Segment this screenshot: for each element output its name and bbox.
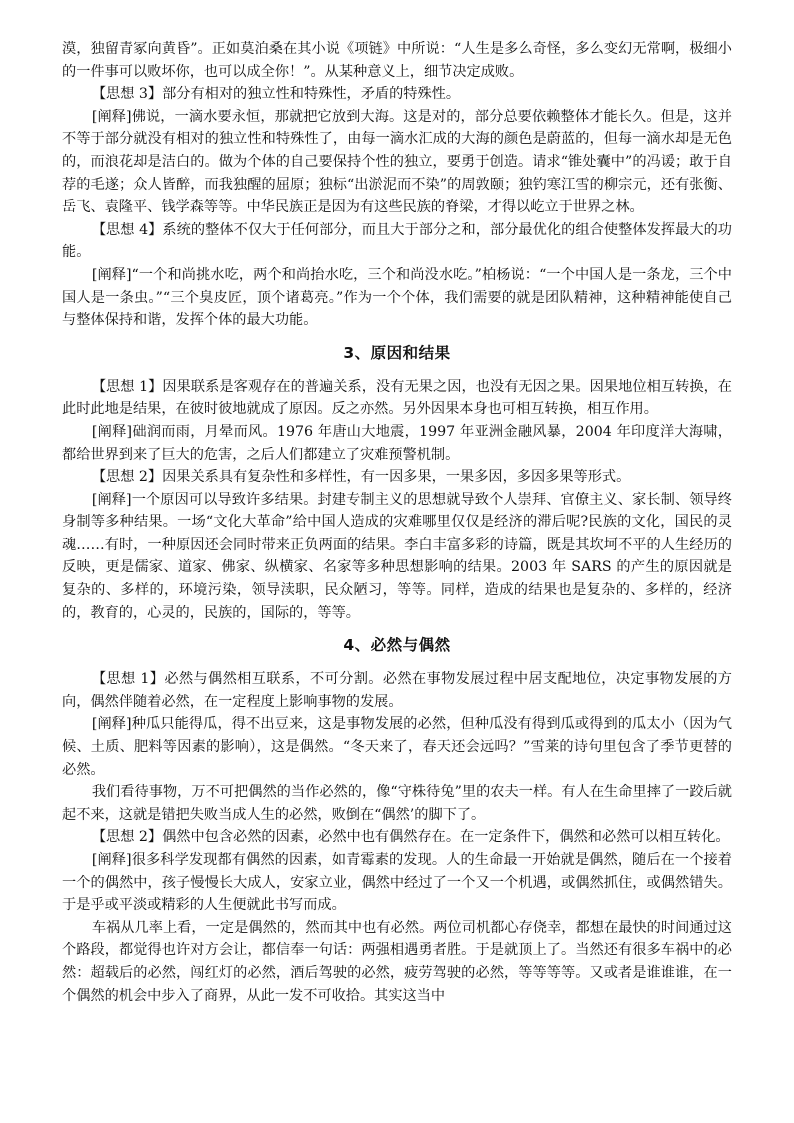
chance-thought-1: 【思想 1】必然与偶然相互联系，不可分割。必然在事物发展过程中居支配地位，决定事物发展的方向，偶然伴随着必然，在一定程度上影响事物的发展。 bbox=[62, 671, 732, 710]
section-heading-necessity-chance: 4、必然与偶然 bbox=[343, 636, 451, 655]
cause-thought-1: 【思想 1】因果联系是客观存在的普遍关系，没有无果之因，也没有无因之果。因果地位相互转换，在此时此地是结果，在彼时彼地就成了原因。反之亦然。另外因果本身也可相互转换，相互作用。 bbox=[62, 378, 732, 418]
chance-thought-2: 【思想 2】偶然中包含必然的因素，必然中也有偶然存在。在一定条件下，偶然和必然可以相互转化。 bbox=[91, 829, 730, 846]
chance-paragraph-2: 车祸从几率上看，一定是偶然的，然而其中也有必然。两位司机都心存侥幸，都想在最快的时间通过这个路段，都觉得也许对方会让，都信奉一句话：两强相遇勇者胜。于是就顶上了。当然还有很多车祸中的必然：超载后的必然，闯红灯的必然，酒后驾驶的必然，疲劳驾驶的必然，等等等等。又或者是谁谁谁，在一个偶然的机会中步入了商界，从此一发不可收拾。其实这当中 bbox=[62, 919, 732, 1004]
paragraph-continued: 漠，独留青冢向黄昏”。正如莫泊桑在其小说《项链》中所说：“人生是多么奇怪，多么变幻无常啊，极细小的一件事可以败坏你，也可以成全你！”。从某种意义上，细节决定成败。 bbox=[62, 41, 732, 80]
cause-explanation-1: [阐释]础润而雨，月晕而风。1976 年唐山大地震，1997 年亚洲金融风暴，2004 年印度洋大海啸，都给世界到来了巨大的危害，之后人们都建立了灾难预警机制。 bbox=[62, 423, 732, 463]
thought-4: 【思想 4】系统的整体不仅大于任何部分，而且大于部分之和，部分最优化的组合使整体发挥最大的功能。 bbox=[62, 221, 732, 261]
explanation-4: [阐释]“一个和尚挑水吃，两个和尚抬水吃，三个和尚没水吃。”柏杨说：“一个中国人是一条龙，三个中国人是一条虫。”“三个臭皮匠，顶个诸葛亮。”作为一个个体，我们需要的就是团队精神，这种精神能使自己与整体保持和谐，发挥个体的最大功能。 bbox=[62, 266, 732, 329]
cause-thought-2: 【思想 2】因果关系具有复杂性和多样性，有一因多果，一果多因，多因多果等形式。 bbox=[91, 469, 631, 486]
explanation-3: [阐释]佛说，一滴水要永恒，那就把它放到大海。这是对的，部分总要依赖整体才能长久。但是，这并不等于部分就没有相对的独立性和特殊性了，由每一滴水汇成的大海的颜色是蔚蓝的，但每一滴水却是无色的，而浪花却是洁白的。做为个体的自己要保持个性的独立，要勇于创造。请求“锥处囊中”的冯谖；敢于自荐的毛遂；众人皆醉，而我独醒的屈原；独标“出淤泥而不染”的周敦颐；独钓寒江雪的柳宗元，还有张衡、岳飞、袁隆平、钱学森等等。中华民族正是因为有这些民族的脊梁，才得以屹立于世界之林。 bbox=[62, 108, 732, 216]
cause-explanation-2: [阐释]一个原因可以导致许多结果。封建专制主义的思想就导致个人崇拜、官僚主义、家长制、领导终身制等多种结果。一场“文化大革命”给中国人造成的灾难哪里仅仅是经济的滞后呢?民族的文化，国民的灵魂……有时，一种原因还会同时带来正负两面的结果。李白丰富多彩的诗篇，既是其坎坷不平的人生经历的反映，更是儒家、道家、佛家、纵横家、名家等多种思想影响的结果。2003 年 SARS 的产生的原因就是复杂的、多样的，环境污染，领导渎职，民众陋习，等等。同样，造成的结果也是复杂的、多样的，经济的，教育的，心灵的，民族的，国际的，等等。 bbox=[62, 491, 732, 621]
thought-3: 【思想 3】部分有相对的独立性和特殊性，矛盾的特殊性。 bbox=[91, 86, 461, 103]
section-heading-cause-effect: 3、原因和结果 bbox=[343, 343, 451, 362]
chance-explanation-2: [阐释]很多科学发现都有偶然的因素，如青霉素的发现。人的生命最一开始就是偶然，随后在一个接着一个的偶然中，孩子慢慢长大成人，安家立业，偶然中经过了一个又一个机遇，或偶然抓住，或偶然错失。于是乎或平淡或精彩的人生便就此书写而成。 bbox=[62, 852, 732, 914]
chance-explanation-1: [阐释]种瓜只能得瓜，得不出豆来，这是事物发展的必然，但种瓜没有得到瓜或得到的瓜太小（因为气候、土质、肥料等因素的影响），这是偶然。“冬天来了，春天还会远吗？”雪莱的诗句里包含了季节更替的必然。 bbox=[62, 716, 732, 778]
chance-paragraph: 我们看待事物，万不可把偶然的当作必然的，像“守株待兔”里的农夫一样。有人在生命里摔了一跤后就起不来，这就是错把失败当成人生的必然，败倒在“偶然’的脚下了。 bbox=[62, 784, 732, 823]
